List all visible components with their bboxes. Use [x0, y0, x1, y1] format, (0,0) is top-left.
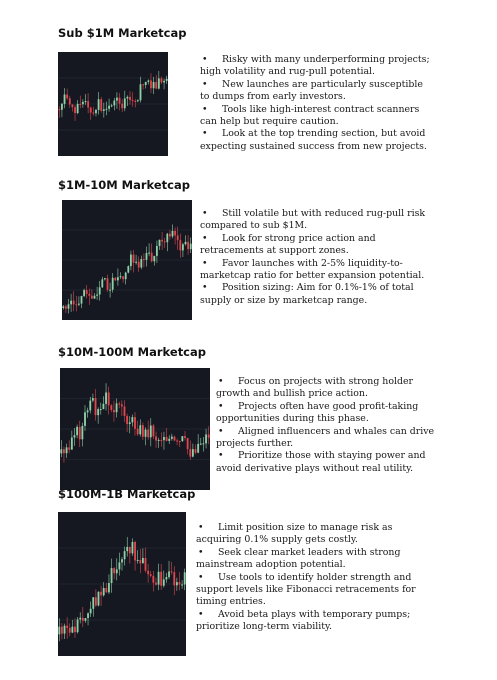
candle-body [120, 276, 122, 277]
candle-body [132, 100, 134, 101]
bullet-icon: • [202, 78, 208, 90]
candlestick-chart-10m-100m [60, 368, 210, 490]
candle-body [108, 106, 110, 109]
candle-body [71, 104, 73, 107]
candle-body [68, 304, 70, 308]
candle-body [137, 429, 139, 435]
candle-body [58, 627, 60, 635]
candle-body [137, 560, 139, 561]
candlestick-image [58, 52, 168, 156]
candle-body [159, 240, 161, 246]
bullet-item: • Projects often have good profit-taking opportunities during this phase. [216, 400, 419, 425]
candle-body [145, 82, 147, 85]
candle-body [179, 582, 181, 584]
candle-body [142, 425, 144, 437]
candle-body [166, 234, 168, 242]
candle-body [61, 627, 63, 634]
candle-body [95, 597, 97, 605]
bullet-item: • Look at the top trending section, but avoid expecting sustained success from new projects. [200, 128, 427, 152]
candle-body [83, 290, 85, 296]
bullet-item: • Limit position size to manage risk as acquiring 0.1% supply gets costly. [196, 522, 393, 546]
candle-body [100, 409, 102, 410]
bullet-item: • Seek clear market leaders with strong mainstream adoption potential. [196, 546, 401, 571]
candle-body [103, 588, 105, 595]
candle-body [112, 278, 114, 290]
candle-body [106, 109, 108, 110]
candle-body [108, 583, 110, 592]
bullet-list-100m-1b [196, 522, 434, 634]
candle-body [160, 440, 162, 441]
bullet-icon: • [202, 103, 208, 115]
candle-body [150, 80, 152, 88]
candle-body [63, 449, 65, 453]
bullet-item: • Favor launches with 2-5% liquidity-to-marketcap ratio for better expansion potential. [200, 257, 425, 282]
candle-body [127, 266, 129, 272]
candle-body [66, 626, 68, 628]
candle-body [126, 416, 128, 424]
candle-body [85, 618, 87, 621]
candle-body [150, 426, 152, 438]
candle-body [73, 301, 75, 305]
candle-body [113, 568, 115, 573]
candle-body [145, 558, 147, 571]
candle-body [168, 439, 170, 441]
bullet-icon: • [218, 400, 224, 412]
candle-body [124, 406, 126, 415]
candle-body [98, 99, 100, 110]
candle-body [98, 592, 100, 606]
candle-body [189, 449, 191, 457]
candle-body [109, 290, 111, 291]
candle-body [81, 426, 83, 439]
candle-body [66, 95, 68, 99]
candle-body [58, 109, 60, 110]
candle-body [90, 609, 92, 614]
candle-body [161, 240, 163, 242]
bullet-item: • Look for strong price action and retracements at support zones. [200, 232, 376, 257]
candle-body [95, 398, 97, 415]
candle-body [87, 613, 89, 618]
bullet-item: • New launches are particularly susceptible to dumps from early investors. [200, 78, 423, 103]
candle-body [107, 278, 109, 290]
candle-body [77, 104, 79, 113]
bullet-icon: • [202, 208, 208, 219]
candle-body [96, 295, 98, 296]
candle-body [208, 435, 210, 438]
candle-body [69, 628, 71, 633]
candle-body [203, 443, 205, 444]
candle-body [91, 296, 93, 299]
candle-body [134, 417, 136, 429]
bullet-icon: • [198, 522, 204, 533]
candle-body [129, 97, 131, 100]
bullet-icon: • [202, 282, 208, 294]
candle-body [171, 437, 173, 439]
candle-body [113, 410, 115, 412]
candle-body [95, 110, 97, 113]
candle-body [79, 618, 81, 620]
candlestick-chart-sub-1m [58, 52, 168, 156]
candle-body [192, 449, 194, 456]
bullet-item: • Still volatile but with reduced rug-pull risk compared to sub $1M. [200, 208, 426, 232]
candle-body [181, 436, 183, 441]
candle-body [121, 104, 123, 109]
candle-body [126, 547, 128, 551]
bullet-icon: • [218, 376, 224, 387]
candle-body [116, 98, 118, 101]
candle-body [116, 569, 118, 573]
candle-body [143, 259, 145, 260]
candle-body [79, 104, 81, 105]
candle-body [90, 108, 92, 113]
candle-body [146, 253, 148, 260]
candle-body [156, 246, 158, 256]
bullet-item: • Prioritize those with staying power and avoid derivative plays without real utility. [216, 450, 426, 474]
candle-body [182, 244, 184, 250]
bullet-icon: • [202, 257, 208, 269]
candle-body [163, 579, 165, 585]
candle-body [163, 437, 165, 440]
candle-body [152, 576, 154, 583]
candle-body [145, 430, 147, 437]
candle-body [139, 560, 141, 563]
candle-body [184, 572, 186, 584]
candle-body [76, 427, 78, 435]
section-heading-100m-1b: $100M-1B Marketcap [58, 487, 196, 501]
bullet-icon: • [202, 232, 208, 244]
candle-body [103, 404, 105, 409]
bullet-icon: • [198, 546, 204, 558]
candle-body [60, 449, 62, 453]
candle-body [151, 253, 153, 262]
candle-body [174, 437, 176, 441]
candle-body [74, 107, 76, 113]
candle-body [155, 583, 157, 585]
candle-body [176, 582, 178, 585]
candlestick-chart-1m-10m [62, 200, 192, 320]
candle-body [66, 447, 68, 453]
candle-body [168, 571, 170, 577]
bullet-icon: • [198, 608, 204, 620]
candle-body [150, 574, 152, 576]
candle-body [160, 572, 162, 586]
candle-body [111, 105, 113, 106]
candle-body [62, 306, 64, 308]
candle-body [181, 584, 183, 585]
candle-body [92, 113, 94, 114]
candlestick-image [58, 512, 186, 656]
candle-body [86, 290, 88, 294]
candle-body [187, 242, 189, 249]
candle-body [87, 410, 89, 412]
candle-body [89, 401, 91, 411]
candle-body [65, 306, 67, 308]
bullet-item: • Avoid beta plays with temporary pumps; prioritize long-term viability. [196, 608, 411, 633]
candle-body [101, 279, 103, 287]
bullet-item: • Focus on projects with strong holder growth and bullish price action. [216, 376, 414, 400]
section-heading-sub-1m: Sub $1M Marketcap [58, 26, 187, 40]
candle-body [125, 273, 127, 280]
candle-body [147, 571, 149, 575]
candle-body [190, 244, 192, 250]
candle-body [147, 80, 149, 81]
candle-body [140, 259, 142, 267]
candle-body [110, 405, 112, 410]
bullet-list-10m-100m [216, 376, 444, 475]
candle-body [121, 404, 123, 406]
candle-body [173, 572, 175, 585]
candle-body [153, 426, 155, 437]
candle-body [77, 619, 79, 632]
candle-body [71, 438, 73, 450]
candle-body [114, 278, 116, 281]
candle-body [130, 255, 132, 267]
candle-body [100, 592, 102, 595]
candle-body [64, 95, 66, 104]
candle-body [74, 627, 76, 632]
candle-body [138, 262, 140, 268]
candle-body [142, 84, 144, 85]
candle-body [133, 255, 135, 263]
candle-body [105, 392, 107, 403]
candle-body [124, 98, 126, 108]
candle-body [137, 100, 139, 101]
candle-body [103, 109, 105, 111]
candle-body [142, 558, 144, 563]
candle-body [113, 101, 115, 106]
candle-body [71, 627, 73, 633]
candle-body [117, 277, 119, 280]
candle-body [61, 104, 63, 110]
candle-body [79, 427, 81, 439]
bullet-item: • Aligned influencers and whales can drive projects further. [216, 425, 435, 450]
candle-body [129, 547, 131, 553]
candle-body [148, 253, 150, 254]
candle-body [177, 235, 179, 240]
bullet-icon: • [218, 425, 224, 437]
candle-body [118, 562, 120, 569]
candle-body [129, 422, 131, 424]
bullet-item: • Risky with many underperforming projects; high volatility and rug-pull potential. [200, 54, 430, 78]
candle-body [85, 101, 87, 102]
candle-body [81, 296, 83, 304]
candle-body [147, 430, 149, 438]
candle-body [185, 242, 187, 244]
candle-body [119, 98, 121, 104]
candle-body [70, 301, 72, 305]
candle-body [88, 294, 90, 296]
candle-body [164, 241, 166, 242]
candle-body [99, 287, 101, 294]
candle-body [100, 99, 102, 111]
candle-body [171, 571, 173, 572]
candle-body [153, 256, 155, 261]
candle-body [64, 626, 66, 634]
candlestick-image [60, 368, 210, 490]
candle-body [184, 436, 186, 438]
candle-body [92, 597, 94, 608]
candle-body [78, 304, 80, 305]
candle-body [82, 618, 84, 621]
candle-body [135, 262, 137, 263]
candle-body [134, 542, 136, 560]
candle-body [197, 444, 199, 453]
candle-body [169, 234, 171, 237]
candle-body [84, 412, 86, 426]
candle-body [166, 437, 168, 441]
candle-body [92, 398, 94, 401]
candle-body [116, 403, 118, 412]
bullet-list-sub-1m [200, 54, 435, 153]
candle-body [158, 440, 160, 441]
candle-body [176, 440, 178, 441]
candlestick-chart-100m-1b [58, 512, 186, 656]
candle-body [124, 551, 126, 559]
candle-body [121, 559, 123, 562]
bullet-icon: • [202, 128, 208, 140]
candle-body [75, 304, 77, 305]
candle-body [166, 79, 168, 81]
candlestick-image [62, 200, 192, 320]
candle-body [158, 572, 160, 585]
candle-body [118, 403, 120, 404]
bullet-item: • Position sizing: Aim for 0.1%-1% of total supply or size by marketcap range. [200, 282, 414, 306]
candle-body [187, 438, 189, 449]
bullet-icon: • [202, 54, 208, 65]
candle-body [94, 296, 96, 299]
candle-body [108, 392, 110, 405]
bullet-list-1m-10m [200, 208, 435, 307]
bullet-icon: • [198, 571, 204, 583]
candle-body [68, 447, 70, 449]
candle-body [161, 78, 163, 82]
candle-body [87, 101, 89, 107]
candle-body [163, 81, 165, 83]
bullet-icon: • [218, 450, 224, 462]
candle-body [69, 98, 71, 104]
candle-body [111, 568, 113, 583]
bullet-item: • Use tools to identify holder strength and support levels like Fibonacci retracements for timing entries. [196, 571, 416, 608]
candle-body [126, 97, 128, 99]
candle-body [97, 409, 99, 415]
candle-body [139, 425, 141, 434]
candle-body [122, 276, 124, 279]
section-heading-1m-10m: $1M-10M Marketcap [58, 178, 190, 192]
candle-body [165, 577, 167, 579]
candle-body [131, 417, 133, 422]
candle-body [140, 84, 142, 100]
candle-body [104, 278, 106, 279]
candle-body [172, 231, 174, 237]
candle-body [132, 542, 134, 553]
candle-body [155, 82, 157, 89]
bullet-item: • Tools like high-interest contract scanners can help but require caution. [200, 103, 420, 128]
candle-body [134, 101, 136, 102]
candle-body [179, 240, 181, 250]
candle-body [174, 231, 176, 235]
candle-body [195, 449, 197, 452]
candle-body [153, 82, 155, 88]
candle-body [105, 588, 107, 592]
candle-body [179, 441, 181, 442]
candle-body [158, 78, 160, 88]
candle-body [155, 436, 157, 440]
candle-body [200, 444, 202, 445]
candle-body [205, 435, 207, 444]
section-heading-10m-100m: $10M-100M Marketcap [58, 345, 206, 359]
candle-body [82, 102, 84, 104]
candle-body [74, 435, 76, 437]
